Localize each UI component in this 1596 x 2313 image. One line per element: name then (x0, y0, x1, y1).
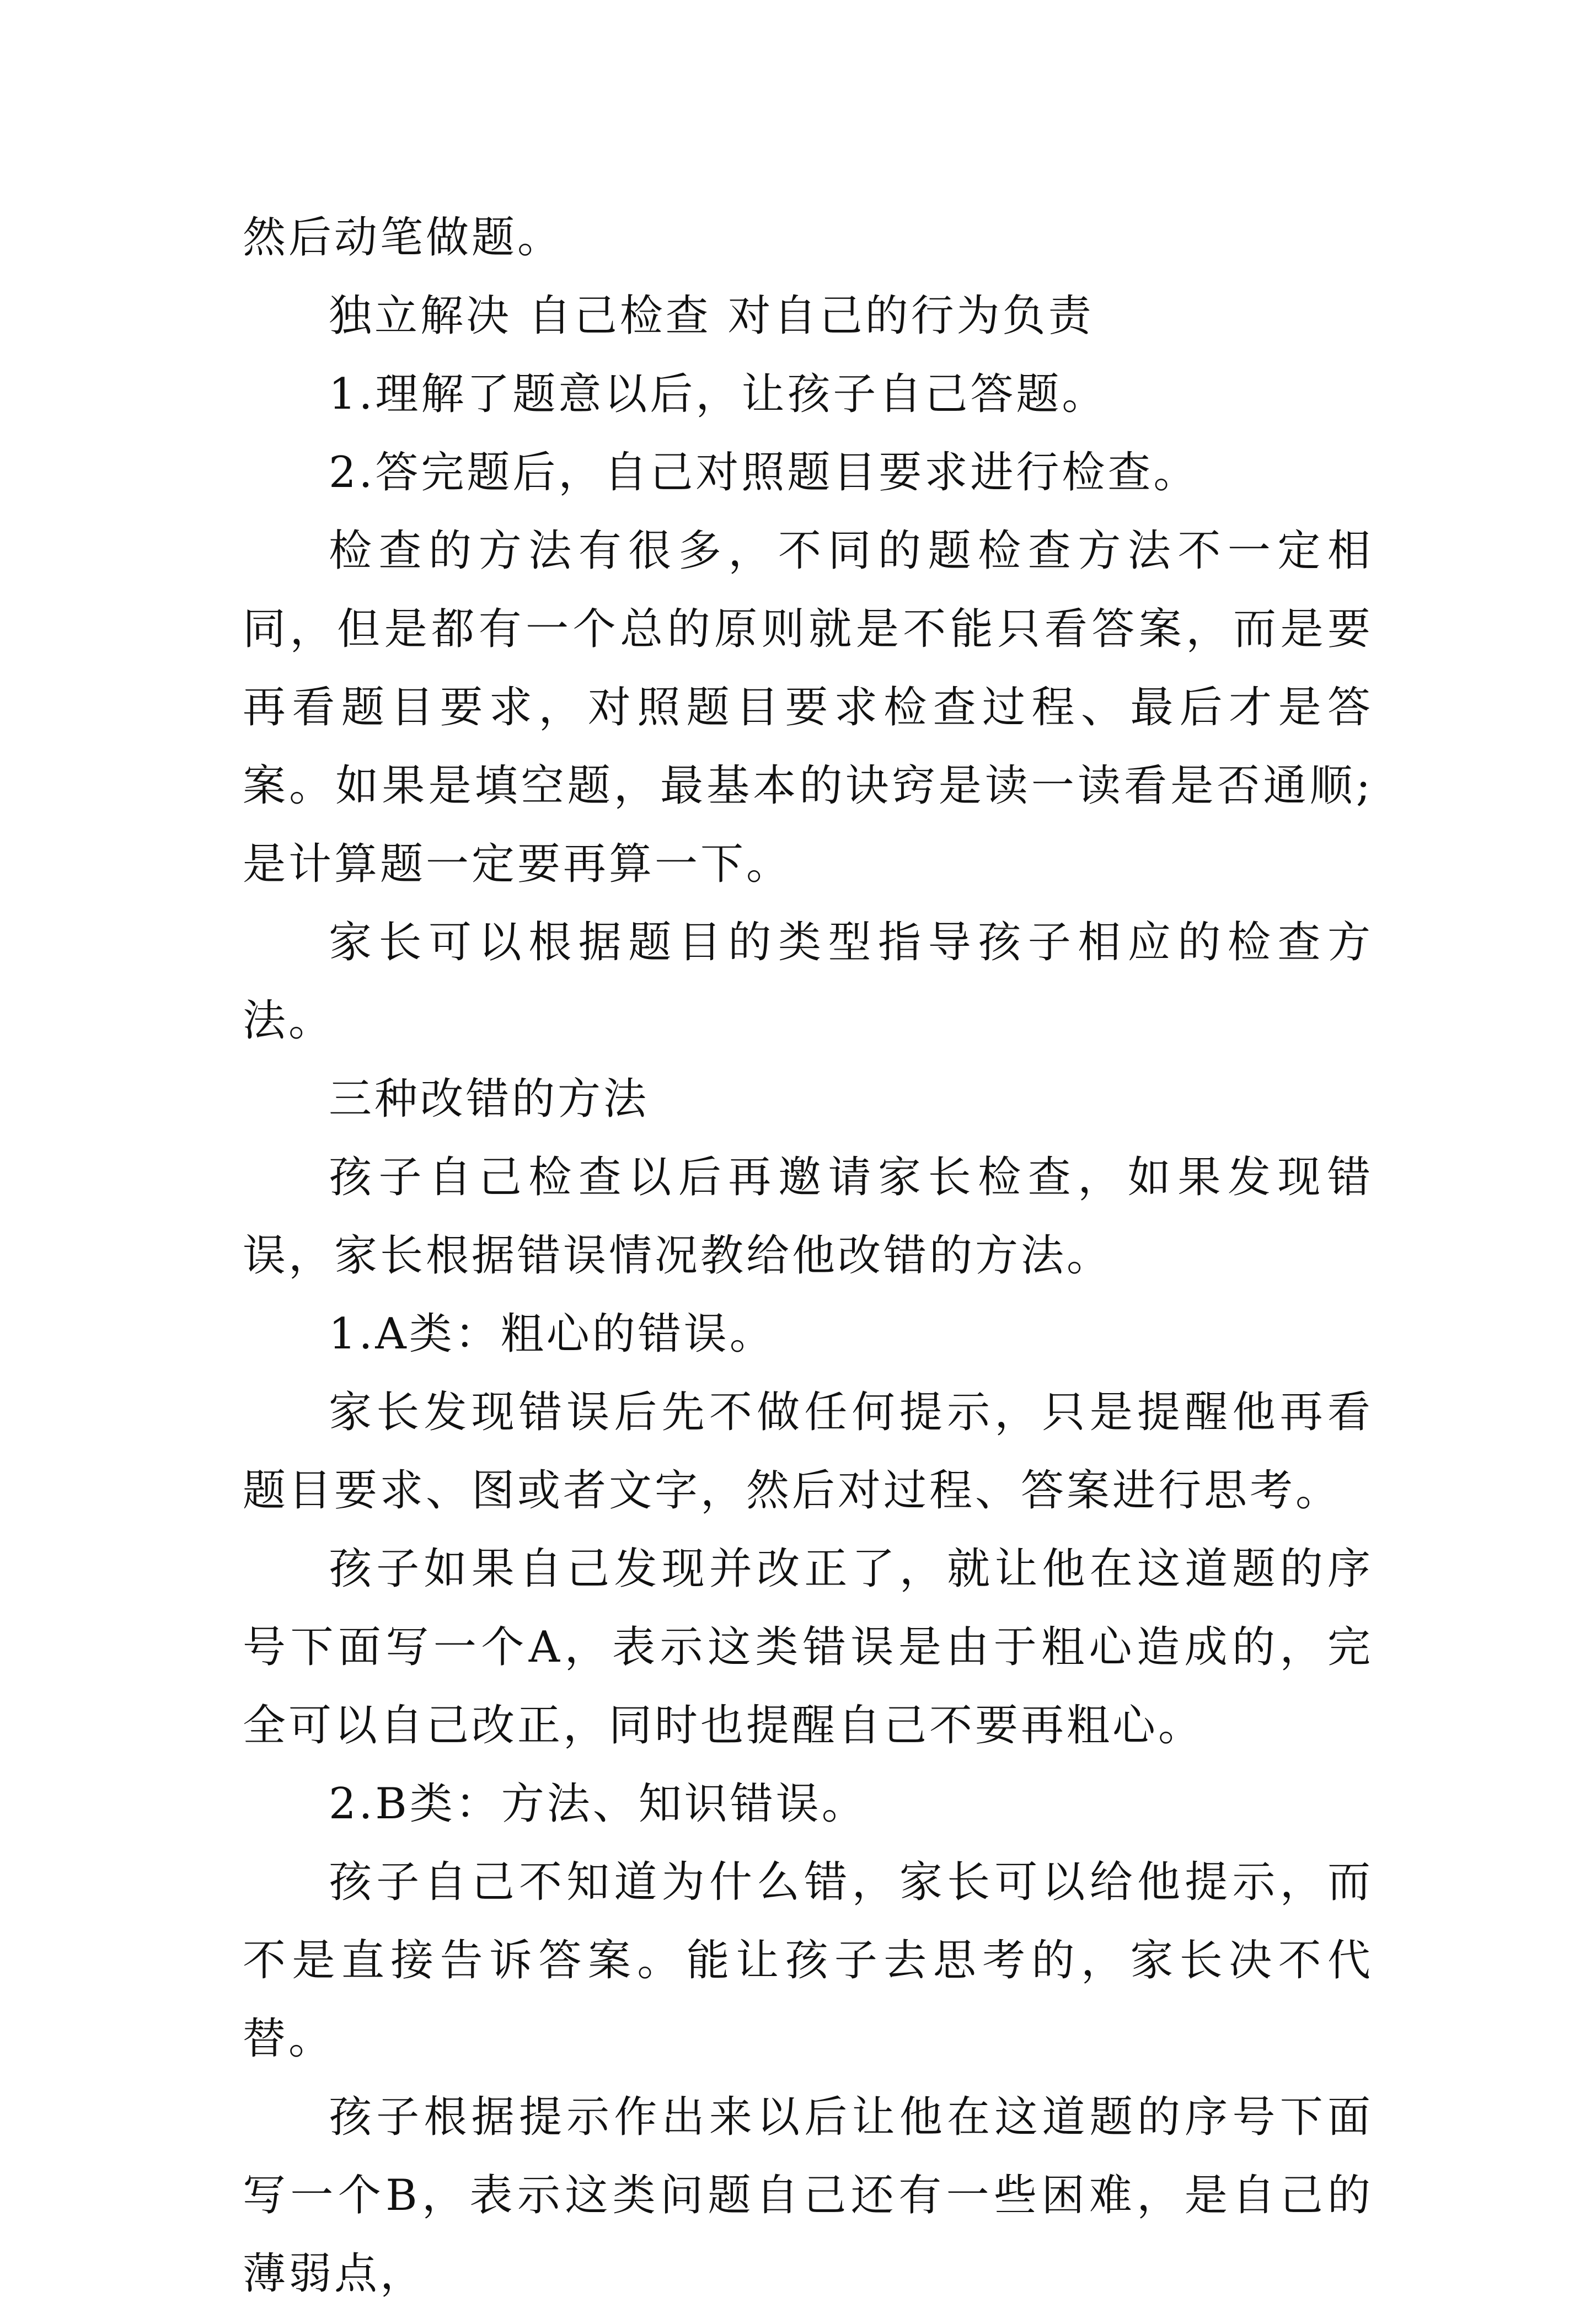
paragraph-continuation: 然后动笔做题。 (243, 213, 564, 263)
list-item-2: 2.答完题后，自己对照题目要求进行检查。 (329, 448, 1199, 497)
paragraph-parent-guidance: 家长可以根据题目的类型指导孩子相应的检查方法。 (243, 918, 1373, 1046)
list-item-b: 2.B类：方法、知识错误。 (329, 1779, 867, 1829)
section-heading-independent: 独立解决 自己检查 对自己的行为负责 (329, 291, 1094, 341)
paragraph-a-hint: 家长发现错误后先不做任何提示，只是提醒他再看题目要求、图或者文字，然后对过程、答案进行思考。 (243, 1388, 1373, 1516)
paragraph-invite-parent: 孩子自己检查以后再邀请家长检查，如果发现错误，家长根据错误情况教给他改错的方法。 (243, 1153, 1373, 1281)
document-body (243, 199, 1373, 2313)
paragraph-check-methods: 检查的方法有很多，不同的题检查方法不一定相同，但是都有一个总的原则就是不能只看答案，而是要再看题目要求，对照题目要求检查过程、最后才是答案。如果是填空题，最基本的诀窍是读一读看是否通顺;是计算题一定要再算一下。 (243, 526, 1373, 889)
list-item-1: 1.理解了题意以后，让孩子自己答题。 (329, 370, 1108, 419)
paragraph-b-mark: 孩子根据提示作出来以后让他在这道题的序号下面写一个B，表示这类问题自己还有一些困难，是自己的薄弱点， (243, 2092, 1373, 2299)
list-item-a: 1.A类：粗心的错误。 (329, 1309, 775, 1359)
paragraph-b-hint: 孩子自己不知道为什么错，家长可以给他提示，而不是直接告诉答案。能让孩子去思考的，家长决不代替。 (243, 1857, 1373, 2064)
paragraph-a-mark: 孩子如果自己发现并改正了，就让他在这道题的序号下面写一个A，表示这类错误是由于粗心造成的，完全可以自己改正，同时也提醒自己不要再粗心。 (243, 1544, 1373, 1750)
section-heading-correction: 三种改错的方法 (329, 1074, 650, 1124)
